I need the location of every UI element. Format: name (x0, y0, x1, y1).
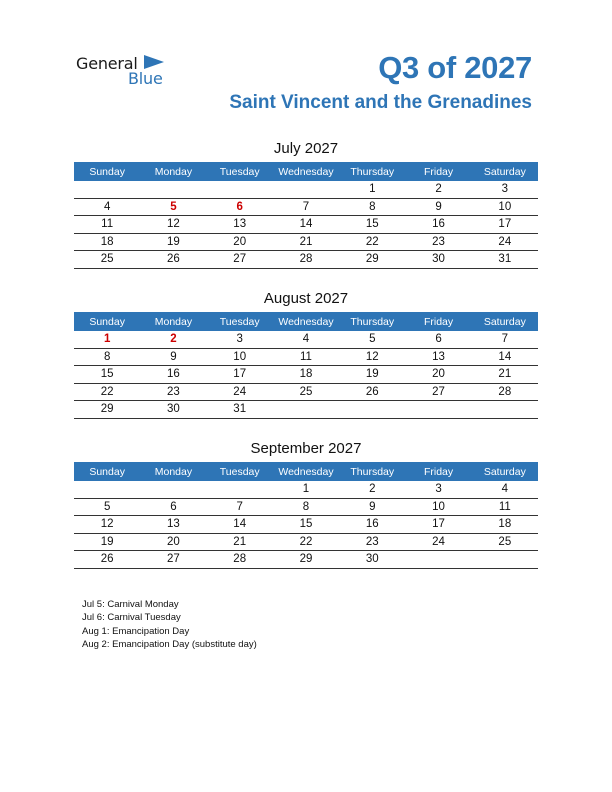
week-row (74, 216, 538, 234)
month-calendar (74, 440, 538, 569)
day-cell: 3 (435, 483, 442, 496)
day-cell: 4 (302, 333, 310, 346)
day-cell: 11 (300, 350, 312, 363)
day-cell: 23 (365, 535, 379, 548)
day-cell: 24 (498, 235, 512, 248)
day-cell: 5 (369, 333, 376, 346)
day-cell: 17 (432, 518, 445, 531)
day-cell: 19 (100, 535, 114, 548)
week-row (74, 251, 538, 269)
day-cell: 1 (302, 483, 310, 496)
day-cell: 18 (498, 518, 512, 531)
weekday-header (74, 312, 538, 331)
day-cell: 20 (233, 235, 247, 248)
day-cell: 15 (299, 518, 313, 531)
weekday-label: Sunday (89, 165, 125, 178)
day-cell: 4 (103, 200, 111, 213)
day-cell: 21 (299, 235, 313, 248)
weekday-label: Thursday (350, 165, 395, 178)
day-cell: 12 (100, 518, 114, 531)
day-cell: 2 (170, 333, 177, 346)
day-cell: 19 (167, 235, 180, 248)
weekday-label: Monday (154, 315, 193, 328)
day-cell: 18 (299, 368, 313, 381)
day-cell: 12 (167, 218, 180, 231)
day-cell: 3 (501, 183, 509, 196)
weekday-label: Tuesday (219, 165, 260, 178)
day-cell: 10 (432, 500, 445, 513)
day-cell: 24 (432, 535, 445, 548)
day-cell: 16 (365, 518, 379, 531)
day-cell: 7 (302, 200, 310, 213)
weekday-label: Friday (423, 465, 454, 478)
weekday-label: Wednesday (278, 315, 334, 328)
day-cell: 30 (432, 253, 445, 266)
holiday-note: Jul 6: Carnival Tuesday (82, 612, 181, 624)
day-cell: 27 (233, 253, 247, 266)
page-title: Q3 of 2027 (378, 50, 532, 85)
day-cell: 5 (103, 500, 111, 513)
day-cell: 26 (365, 385, 379, 398)
month-calendar (74, 290, 538, 419)
day-cell: 1 (103, 333, 111, 346)
weekday-label: Monday (154, 465, 193, 478)
weekday-label: Wednesday (278, 165, 334, 178)
day-cell: 16 (167, 368, 180, 381)
weekday-label: Monday (154, 165, 193, 178)
flag-icon (144, 55, 164, 69)
day-cell: 22 (100, 385, 114, 398)
weekday-label: Tuesday (219, 465, 260, 478)
day-cell: 14 (498, 350, 512, 363)
week-row (74, 331, 538, 349)
day-cell: 11 (498, 500, 511, 513)
week-row (74, 481, 538, 499)
day-cell: 29 (299, 553, 313, 566)
weekday-label: Wednesday (278, 465, 334, 478)
day-cell: 25 (100, 253, 114, 266)
weekday-label: Sunday (89, 465, 125, 478)
day-cell: 27 (167, 553, 180, 566)
day-cell: 13 (432, 350, 445, 363)
day-cell: 19 (365, 368, 379, 381)
day-cell: 17 (498, 218, 512, 231)
weekday-label: Thursday (350, 315, 395, 328)
day-cell: 31 (233, 403, 247, 416)
day-cell: 6 (236, 200, 243, 213)
day-cell: 12 (365, 350, 379, 363)
day-cell: 7 (236, 500, 243, 513)
day-cell: 18 (100, 235, 114, 248)
day-cell: 11 (101, 218, 114, 231)
day-cell: 22 (365, 235, 379, 248)
weekday-label: Thursday (350, 465, 395, 478)
week-row (74, 551, 538, 569)
weekday-header (74, 162, 538, 181)
day-cell: 21 (498, 368, 512, 381)
day-cell: 30 (365, 553, 379, 566)
day-cell: 14 (299, 218, 313, 231)
day-cell: 13 (233, 218, 247, 231)
day-cell: 9 (170, 350, 177, 363)
day-cell: 26 (100, 553, 114, 566)
month-calendar (74, 140, 538, 269)
week-row (74, 181, 538, 199)
day-cell: 28 (299, 253, 313, 266)
day-cell: 28 (233, 553, 247, 566)
day-cell: 25 (299, 385, 313, 398)
day-cell: 10 (233, 350, 247, 363)
day-cell: 23 (432, 235, 445, 248)
weekday-label: Saturday (483, 315, 526, 328)
week-row (74, 401, 538, 419)
logo (76, 54, 176, 88)
day-cell: 21 (233, 535, 247, 548)
day-cell: 8 (103, 350, 111, 363)
day-cell: 26 (167, 253, 180, 266)
week-row (74, 534, 538, 552)
day-cell: 6 (170, 500, 177, 513)
day-cell: 3 (236, 333, 243, 346)
logo-general-text: General (76, 54, 138, 73)
day-cell: 20 (167, 535, 180, 548)
day-cell: 24 (233, 385, 247, 398)
weekday-label: Friday (423, 165, 454, 178)
month-title: July 2027 (273, 140, 339, 157)
week-row (74, 199, 538, 217)
day-cell: 6 (435, 333, 442, 346)
day-cell: 9 (369, 500, 376, 513)
day-cell: 13 (167, 518, 180, 531)
day-cell: 17 (233, 368, 247, 381)
day-cell: 2 (369, 483, 376, 496)
month-title: September 2027 (250, 440, 362, 457)
day-cell: 20 (432, 368, 445, 381)
day-cell: 27 (432, 385, 445, 398)
day-cell: 15 (365, 218, 379, 231)
week-row (74, 349, 538, 367)
day-cell: 8 (302, 500, 310, 513)
week-row (74, 499, 538, 517)
weekday-label: Friday (423, 315, 454, 328)
day-cell: 9 (435, 200, 442, 213)
day-cell: 2 (435, 183, 442, 196)
day-cell: 29 (100, 403, 114, 416)
day-cell: 31 (498, 253, 512, 266)
page-subtitle: Saint Vincent and the Grenadines (229, 92, 532, 113)
day-cell: 10 (498, 200, 512, 213)
logo-blue-text: Blue (128, 69, 163, 88)
holiday-note: Jul 5: Carnival Monday (82, 599, 179, 610)
week-row (74, 234, 538, 252)
day-cell: 5 (170, 200, 177, 213)
day-cell: 8 (369, 200, 376, 213)
weekday-header (74, 462, 538, 481)
day-cell: 1 (369, 183, 376, 196)
month-title: August 2027 (263, 290, 349, 307)
day-cell: 29 (365, 253, 379, 266)
day-cell: 15 (100, 368, 114, 381)
day-cell: 28 (498, 385, 512, 398)
week-row (74, 366, 538, 384)
day-cell: 16 (432, 218, 445, 231)
holiday-note: Aug 1: Emancipation Day (82, 625, 190, 637)
holiday-note: Aug 2: Emancipation Day (substitute day) (82, 638, 257, 650)
week-row (74, 516, 538, 534)
week-row (74, 384, 538, 402)
day-cell: 22 (299, 535, 313, 548)
day-cell: 7 (501, 333, 509, 346)
day-cell: 4 (501, 483, 509, 496)
holiday-notes (82, 598, 257, 651)
weekday-label: Tuesday (219, 315, 260, 328)
day-cell: 25 (498, 535, 512, 548)
day-cell: 23 (167, 385, 180, 398)
day-cell: 30 (167, 403, 180, 416)
weekday-label: Sunday (89, 315, 125, 328)
weekday-label: Saturday (483, 465, 526, 478)
weekday-label: Saturday (483, 165, 526, 178)
day-cell: 14 (233, 518, 247, 531)
